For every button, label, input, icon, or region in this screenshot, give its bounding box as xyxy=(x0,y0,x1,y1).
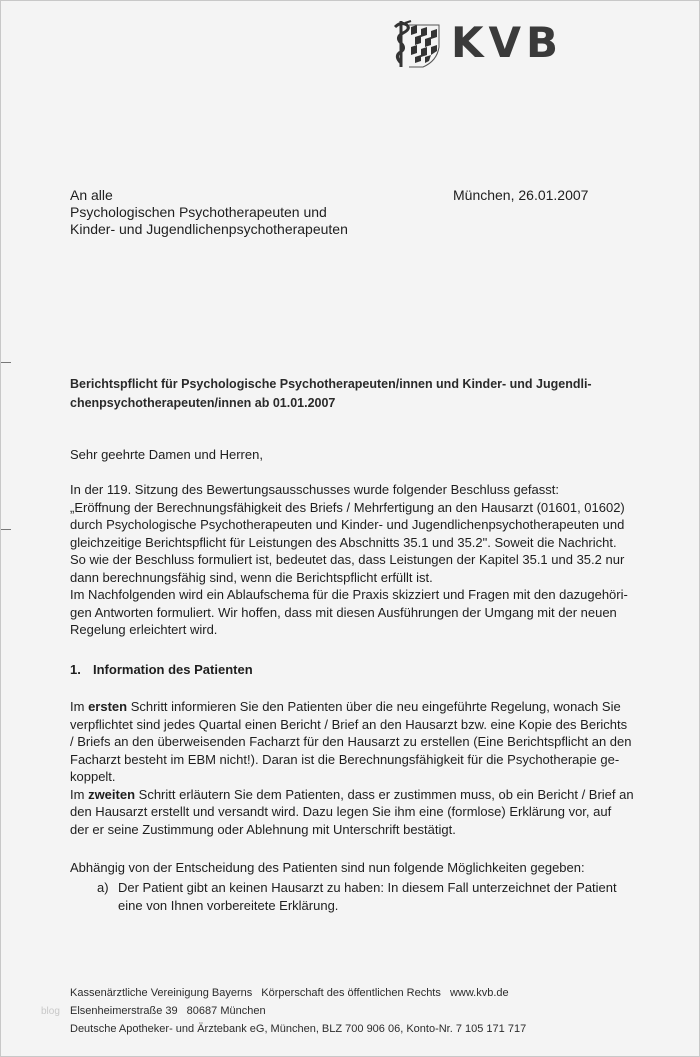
paragraph-line: / Briefs an den überweisenden Facharzt für den Hausarzt zu erstellen (Eine Berichtspflicht an den xyxy=(70,734,632,749)
paragraph-line: Im ersten Schritt informieren Sie den Patienten über die neu eingeführte Regelung, wonach Sie xyxy=(70,699,621,714)
recipient-line: Kinder- und Jugendlichenpsychotherapeuten xyxy=(70,221,348,237)
bank-details: Deutsche Apotheker- und Ärztebank eG, München, BLZ 700 906 06, Konto-Nr. 7 105 171 717 xyxy=(70,1023,527,1035)
paragraph-line: gen Antworten formuliert. Wir hoffen, dass mit diesen Ausführungen der Umgang mit der neuen xyxy=(70,604,617,620)
recipient-block xyxy=(70,187,348,238)
paragraph-line: Im Nachfolgenden wird ein Ablaufschema für die Praxis skizziert und Fragen mit den dazugehöri- xyxy=(70,587,628,602)
section-number: 1. xyxy=(70,662,81,677)
fold-mark xyxy=(1,362,11,363)
paragraph-line: durch Psychologische Psychotherapeuten und Kinder- und Jugendlichenpsychotherapeuten und xyxy=(70,517,625,532)
org-legal-form: Körperschaft des öffentlichen Rechts xyxy=(261,987,441,999)
list-item-line: eine von Ihnen vorbereitete Erklärung. xyxy=(118,897,339,913)
paragraph-line: Im zweiten Schritt erläutern Sie dem Patienten, dass er zustimmen muss, ob ein Bericht / Brief an xyxy=(70,786,634,802)
paragraph-line: der er seine Zustimmung oder Ablehnung mit Unterschrift bestätigt. xyxy=(70,821,456,837)
kvb-logo xyxy=(391,17,563,69)
footer-line xyxy=(70,1002,526,1020)
logo-text: KVB xyxy=(451,18,564,67)
watermark: blog xyxy=(41,1006,60,1017)
subject-text: chenpsychotherapeuten/innen ab 01.01.2007 xyxy=(70,395,336,410)
punch-mark xyxy=(1,529,11,530)
letter-page xyxy=(1,1,699,1056)
website-link[interactable]: www.kvb.de xyxy=(449,987,509,999)
footer-line xyxy=(70,984,526,1002)
paragraph-line: Regelung erleichtert wird. xyxy=(70,622,218,637)
recipient-line: Psychologischen Psychotherapeuten und xyxy=(70,204,327,220)
list-item-line: Der Patient gibt an keinen Hausarzt zu haben: In diesem Fall unterzeichnet der Patient xyxy=(118,880,617,895)
paragraph-line: Facharzt besteht im EBM nicht!). Daran ist die Berechnungsfähigkeit für die Psychotherapie ge- xyxy=(70,751,620,767)
emphasis: zweiten xyxy=(88,786,136,802)
list-label: a) xyxy=(97,880,109,895)
paragraph-line: „Eröffnung der Berechnungsfähigkeit des Briefs / Mehrfertigung an den Hausarzt (01601, 01602) xyxy=(70,499,625,515)
steps-paragraph xyxy=(70,698,634,838)
emphasis: ersten xyxy=(88,699,128,714)
section-heading xyxy=(70,661,253,679)
options-intro: Abhängig von der Entscheidung des Patienten sind nun folgende Möglichkeiten gegeben: xyxy=(70,860,585,875)
aesculapian-staff-icon xyxy=(391,17,443,69)
intro-paragraph xyxy=(70,481,628,639)
letter-date: München, 26.01.2007 xyxy=(453,187,589,203)
subject-text: Berichtspflicht für Psychologische Psychotherapeuten/innen und Kinder- und Jugendli- xyxy=(70,377,592,391)
subject-line xyxy=(70,375,592,412)
paragraph-line: koppelt. xyxy=(70,769,116,784)
paragraph-line: den Hausarzt erstellt und versandt wird. Dazu legen Sie ihm eine (formlose) Erklärung vor, auf xyxy=(70,804,612,819)
org-name: Kassenärztliche Vereinigung Bayerns xyxy=(70,987,253,999)
paragraph-line: verpflichtet sind jedes Quartal einen Bericht / Brief an den Hausarzt bzw. eine Kopie des Berichts xyxy=(70,716,628,732)
street-address: Elsenheimerstraße 39 xyxy=(70,1005,178,1017)
paragraph-line: dann berechnungsfähig sind, wenn die Berichtspflicht erfüllt ist. xyxy=(70,569,433,585)
paragraph-line: So wie der Beschluss formuliert ist, bedeutet das, dass Leistungen der Kapitel 35.1 und 35.2 nur xyxy=(70,552,625,567)
recipient-line: An alle xyxy=(70,187,113,203)
paragraph-line: In der 119. Sitzung des Bewertungsausschusses wurde folgender Beschluss gefasst: xyxy=(70,482,559,497)
postal-city: 80687 München xyxy=(186,1005,266,1017)
section-title: Information des Patienten xyxy=(93,662,253,677)
salutation: Sehr geehrte Damen und Herren, xyxy=(70,447,263,462)
letter-footer xyxy=(70,984,526,1038)
paragraph-line: gleichzeitige Berichtspflicht für Leistungen des Abschnitts 35.1 und 35.2". Soweit die Nachricht. xyxy=(70,534,617,550)
option-item xyxy=(97,879,617,914)
